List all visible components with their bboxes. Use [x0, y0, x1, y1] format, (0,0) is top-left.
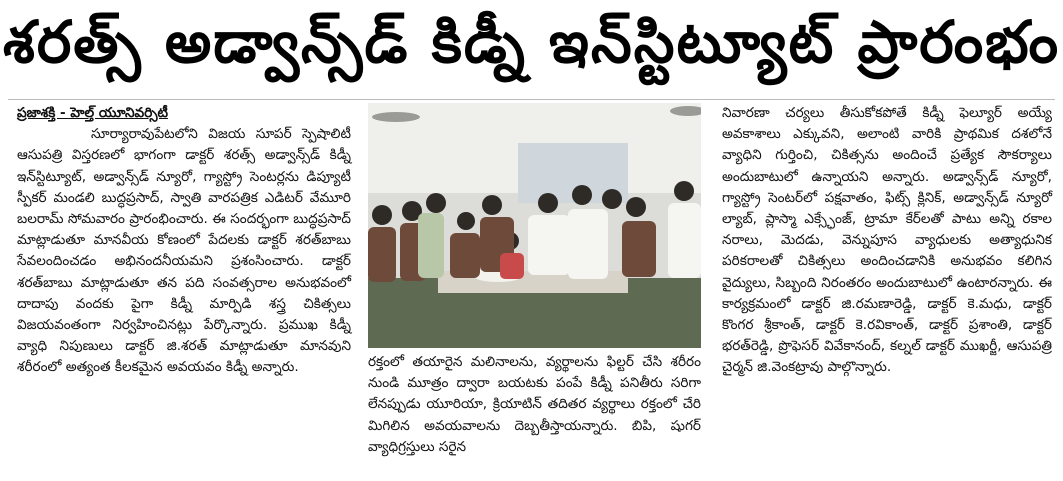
event-photo	[368, 103, 701, 348]
column-1-text	[17, 124, 351, 378]
byline: ప్రజాశక్తి - హెల్త్ యూనివర్సిటీ	[17, 105, 168, 121]
column-1-body: సూర్యారావుపేటలోని విజయ సూపర్ స్పెషాలిటీ ఆసుపత్రి విస్తరణలో భాగంగా డాక్టర్ శరత్స్ అడ్వాన్స్‌డ్ కిడ్నీ ఇన్‌స్టిట్యూట్, అడ్వాన్స్‌డ్ న్యూరో, గ్యాస్ట్రో సెంటర్లను డిప్యూటీ స్పీకర్ మండలి బుద్ధప్రసాద్, స్వాతి వారపత్రిక ఎడిటర్ వేమూరి బలరామ్ సోమవారం ప్రారంభించారు. ఈ సందర్భంగా బుద్ధప్రసాద్ మాట్లాడుతూ మానవీయ కోణంలో పేదలకు డాక్టర్ శరత్‌బాబు సేవలందించడం అభినందనీయమని ప్రశంసించారు. డాక్టర్ శరత్‌బాబు మాట్లాడుతూ తన పది సంవత్సరాల అనుభవంలో దాదాపు వందకు పైగా కిడ్నీ మార్పిడి శస్త్ర చికిత్సలు విజయవంతంగా నిర్వహించినట్లు పేర్కొన్నారు. ప్రముఖ కిడ్నీ వ్యాధి నిపుణులు డాక్టర్ జి.శరత్ మాట్లాడుతూ మానవుని శరీరంలో అత్యంత కీలకమైన అవయవం కిడ్నీ అన్నారు.	[17, 126, 351, 376]
headline: శరత్స్ అడ్వాన్స్‌డ్ కిడ్నీ ఇన్‌స్టిట్యూట్ ప్రారంభం	[2, 7, 1061, 76]
article-column-2	[368, 352, 701, 458]
divider	[8, 99, 1055, 100]
column-2-text: రక్తంలో తయారైన మలినాలను, వ్యర్థాలను ఫిల్టర్ చేసి శరీరం నుండి మూత్రం ద్వారా బయటకు పంపే కిడ్నీ పనితీరు సరిగా లేనప్పుడు యూరియా, క్రియాటిన్ తదితర వ్యర్థాలు రక్తంలో చేరి మిగిలిన అవయవాలను దెబ్బతీస్తాయన్నారు. బిపి, షుగర్ వ్యాధిగ్రస్తులు సరైన	[368, 354, 701, 455]
article-column-3	[722, 103, 1052, 379]
article-column-1	[17, 103, 351, 379]
column-3-text: నివారణా చర్యలు తీసుకోకపోతే కిడ్నీ ఫెల్యూర్ అయ్యే అవకాశాలు ఎక్కువని, అలాంటి వారికి ప్రాథమిక దశలోనే వ్యాధిని గుర్తించి, చికిత్సను అందించే ప్రత్యేక సౌకర్యాలు అందుబాటులో ఉన్నాయని అన్నారు. అడ్వాన్స్‌డ్ న్యూరో, గ్యాస్ట్రో సెంటర్‌లో పక్షవాతం, ఫిట్స్ క్లినిక్, అడ్వాన్స్‌డ్ న్యూరో ల్యాబ్, ప్లాస్మా ఎక్స్ఛేంజ్, ట్రామా కేర్‌లతో పాటు అన్ని రకాల నరాలు, మెదడు, వెన్నుపూస వ్యాధులకు అత్యాధునిక పరికరాలతో చికిత్సలు అందించడానికి అనుభవం కలిగిన వైద్యులు, సిబ్బంది నిరంతరం అందుబాటులో ఉంటారన్నారు. ఈ కార్యక్రమంలో డాక్టర్ జి.రమణారెడ్డి, డాక్టర్ కె.మధు, డాక్టర్ కొంగర శ్రీకాంత్, డాక్టర్ కె.రవికాంత్, డాక్టర్ ప్రశాంతి, డాక్టర్ భరత్‌రెడ్డి, ప్రొఫెసర్ వివేకానంద్, కల్నల్ డాక్టర్ ముఖర్జీ, ఆసుపత్రి చైర్మన్ జి.వెంకట్రావు పాల్గొన్నారు.	[722, 105, 1052, 376]
event-photo-illustration	[368, 103, 701, 348]
